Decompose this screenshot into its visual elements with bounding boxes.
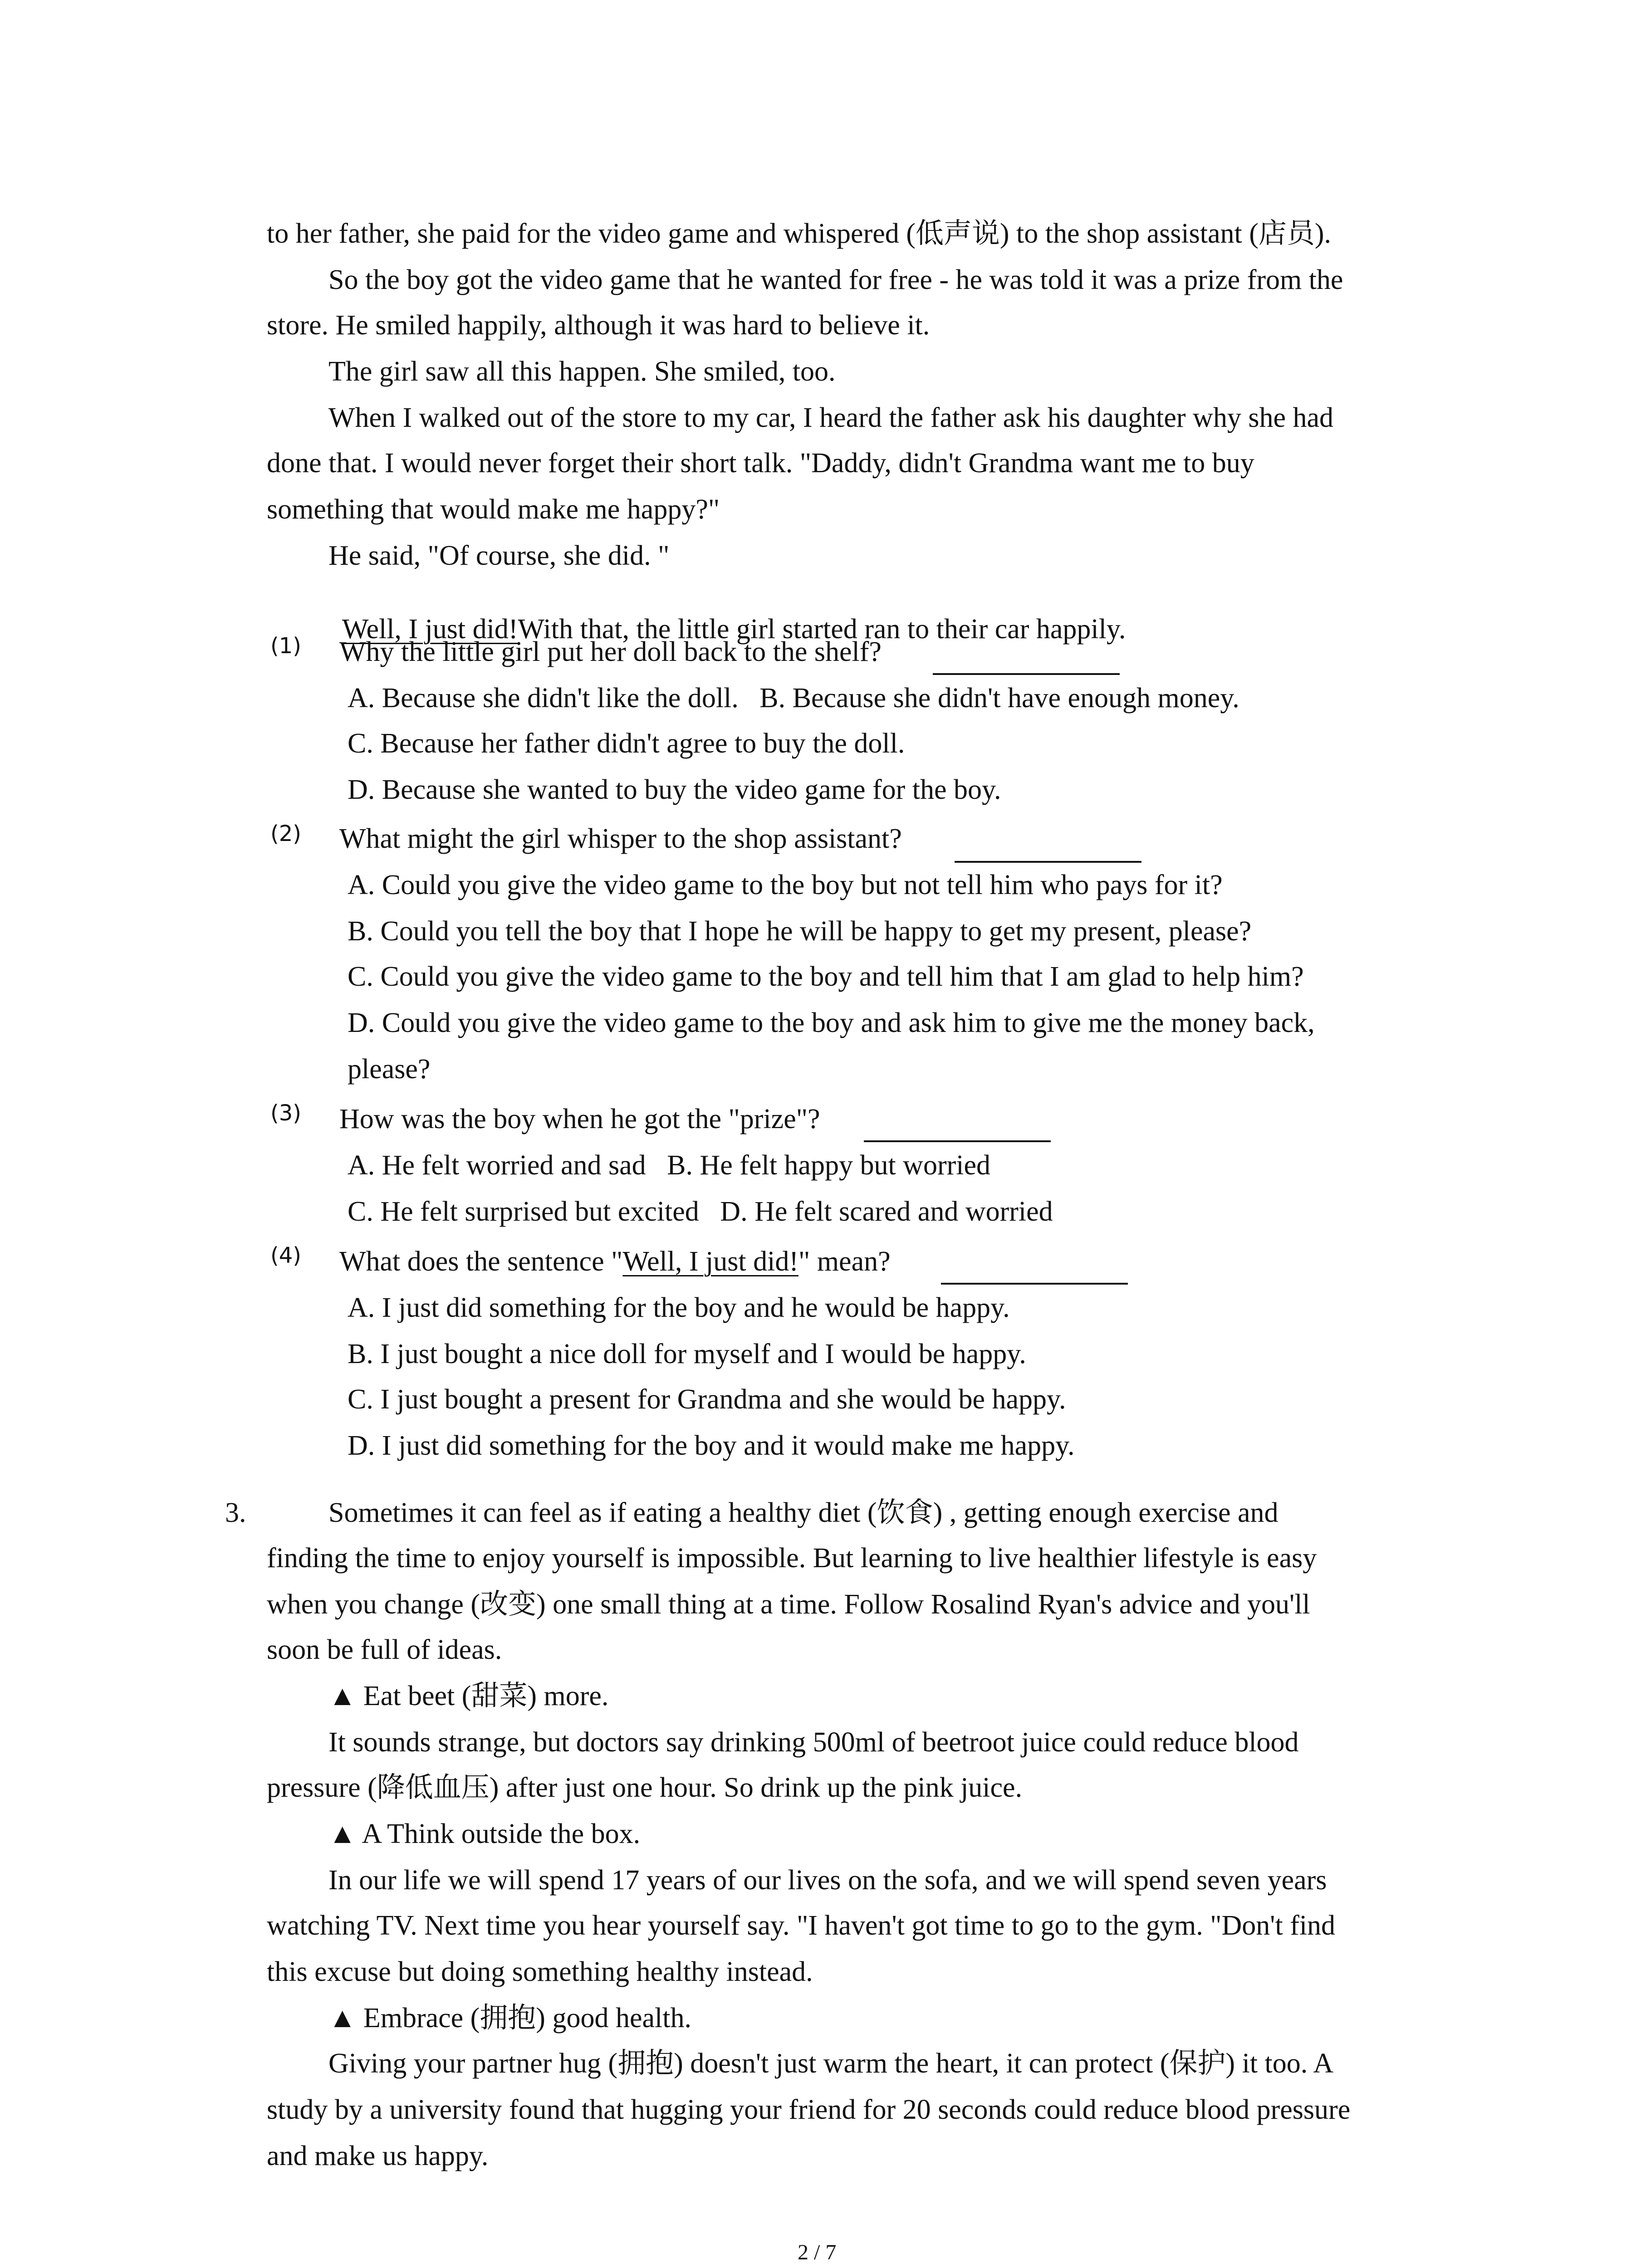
passage-line: soon be full of ideas. xyxy=(267,1634,502,1665)
answer-blank[interactable] xyxy=(864,1140,1051,1142)
question-number: (2) xyxy=(270,821,301,846)
option-line: D. Because she wanted to buy the video game for the boy. xyxy=(348,774,1001,805)
passage-line: finding the time to enjoy yourself is impossible. But learning to live healthier lifestyle is easy xyxy=(267,1543,1317,1574)
passage-line: It sounds strange, but doctors say drinking 500ml of beetroot juice could reduce blood xyxy=(328,1727,1299,1758)
passage-line: study by a university found that hugging your friend for 20 seconds could reduce blood pressure xyxy=(267,2094,1351,2125)
passage-line: something that would make me happy?" xyxy=(267,494,720,525)
answer-blank[interactable] xyxy=(941,1283,1128,1285)
underlined-quote: Well, I just did! xyxy=(622,1246,799,1277)
option-line: C. Because her father didn't agree to buy the doll. xyxy=(348,728,905,759)
passage-line: When I walked out of the store to my car, I heard the father ask his daughter why she had xyxy=(328,402,1333,433)
passage-line: Giving your partner hug (拥抱) doesn't just warm the heart, it can protect (保护) it too. A xyxy=(328,2048,1334,2079)
option-line: A. I just did something for the boy and he would be happy. xyxy=(348,1292,1010,1323)
question-number: (3) xyxy=(270,1100,301,1126)
passage-line: He said, "Of course, she did. " xyxy=(328,540,670,571)
option-line: please? xyxy=(348,1054,431,1085)
passage-line: The girl saw all this happen. She smiled, too. xyxy=(328,356,836,387)
question-stem: What might the girl whisper to the shop assistant? xyxy=(339,823,902,854)
passage-line: So the boy got the video game that he wanted for free - he was told it was a prize from the xyxy=(328,264,1343,295)
underlined-quote: Well, I just did! xyxy=(342,614,518,645)
option-line: C. I just bought a present for Grandma and she would be happy. xyxy=(348,1384,1066,1415)
question-number: (4) xyxy=(270,1243,301,1268)
question-stem: How was the boy when he got the "prize"? xyxy=(339,1104,820,1134)
answer-blank[interactable] xyxy=(955,861,1141,863)
passage-line: Sometimes it can feel as if eating a healthy diet (饮食) , getting enough exercise and xyxy=(328,1497,1279,1528)
option-line: A. Could you give the video game to the boy but not tell him who pays for it? xyxy=(348,870,1223,900)
stem-text: What does the sentence " xyxy=(339,1246,623,1277)
passage-line: and make us happy. xyxy=(267,2141,489,2171)
option-line: D. Could you give the video game to the boy and ask him to give me the money back, xyxy=(348,1007,1315,1038)
passage-line: store. He smiled happily, although it was hard to believe it. xyxy=(267,310,930,341)
passage-line: this excuse but doing something healthy instead. xyxy=(267,1956,813,1987)
question-stem: Why the little girl put her doll back to the shelf? xyxy=(339,636,882,667)
section-heading: ▲ Eat beet (甜菜) more. xyxy=(328,1681,609,1711)
option-line: B. Could you tell the boy that I hope he will be happy to get my present, please? xyxy=(348,916,1252,947)
passage-line: to her father, she paid for the video game and whispered (低声说) to the shop assistant (店员). xyxy=(267,218,1332,249)
option-line: C. Could you give the video game to the boy and tell him that I am glad to help him? xyxy=(348,961,1304,992)
passage-line: watching TV. Next time you hear yourself say. "I haven't got time to go to the gym. "Don't find xyxy=(267,1910,1336,1941)
page-number: 2 / 7 xyxy=(798,2240,837,2264)
option-line: A. He felt worried and sad B. He felt happy but worried xyxy=(348,1150,990,1181)
option-line: D. I just did something for the boy and it would make me happy. xyxy=(348,1430,1075,1461)
passage-line xyxy=(328,587,1126,643)
passage-number: 3. xyxy=(225,1497,246,1528)
question-number: (1) xyxy=(270,633,301,659)
option-line: C. He felt surprised but excited D. He felt scared and worried xyxy=(348,1196,1053,1227)
passage-line: In our life we will spend 17 years of our lives on the sofa, and we will spend seven years xyxy=(328,1865,1327,1896)
answer-blank[interactable] xyxy=(933,673,1120,675)
question-stem xyxy=(339,1247,891,1276)
passage-line: done that. I would never forget their short talk. "Daddy, didn't Grandma want me to buy xyxy=(267,448,1254,479)
option-line: B. I just bought a nice doll for myself and I would be happy. xyxy=(348,1339,1026,1369)
passage-line: when you change (改变) one small thing at a time. Follow Rosalind Ryan's advice and you'll xyxy=(267,1589,1310,1620)
stem-text: " mean? xyxy=(798,1246,891,1277)
section-heading: ▲ A Think outside the box. xyxy=(328,1818,641,1849)
passage-line: pressure (降低血压) after just one hour. So drink up the pink juice. xyxy=(267,1772,1023,1803)
passage-text: With that, the little girl started ran to their car happily. xyxy=(518,614,1126,645)
section-heading: ▲ Embrace (拥抱) good health. xyxy=(328,2003,691,2033)
option-line: A. Because she didn't like the doll. B. Because she didn't have enough money. xyxy=(348,683,1239,714)
